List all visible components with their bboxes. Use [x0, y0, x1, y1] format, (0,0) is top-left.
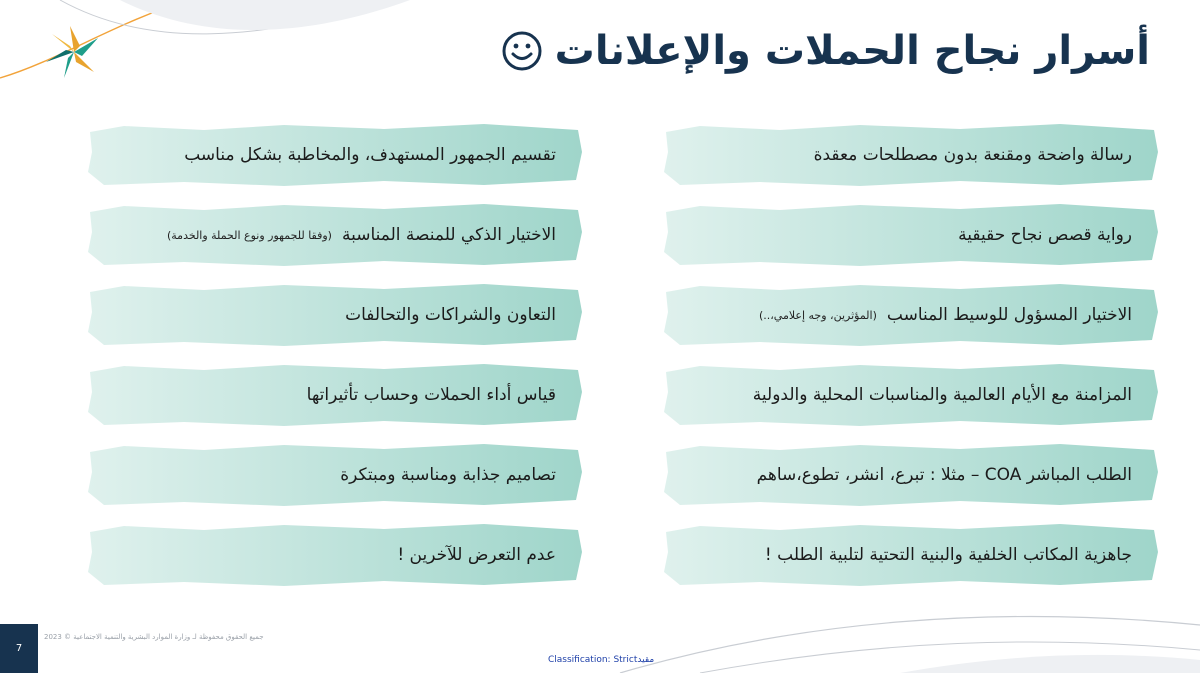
item-text: رسالة واضحة ومقنعة بدون مصطلحات معقدة [813, 145, 1132, 165]
page-number: 7 [0, 624, 38, 673]
list-item [84, 202, 584, 268]
list-item [84, 122, 584, 188]
classification-label: Classification: Strictمقيد [548, 655, 655, 665]
list-item [84, 362, 584, 428]
item-text: الطلب المباشر COA – مثلا : تبرع، انشر، تطوع،ساهم [756, 465, 1132, 485]
list-item [84, 522, 584, 588]
page-title [501, 28, 1150, 74]
copyright-text: جميع الحقوق محفوظة لـ وزارة الموارد البشرية والتنمية الاجتماعية © 2023 [44, 633, 264, 641]
smiley-face-icon [501, 30, 543, 72]
item-text: قياس أداء الحملات وحساب تأثيراتها [306, 385, 556, 405]
list-item [84, 442, 584, 508]
list-item [84, 282, 584, 348]
item-text: تقسيم الجمهور المستهدف، والمخاطبة بشكل مناسب [184, 145, 556, 165]
title-text: أسرار نجاح الحملات والإعلانات [554, 28, 1150, 74]
item-text: تصاميم جذابة ومناسبة ومبتكرة [340, 465, 556, 485]
list-item [660, 442, 1160, 508]
ministry-logo-icon [36, 18, 112, 82]
list-item [660, 202, 1160, 268]
item-text: الاختيار المسؤول للوسيط المناسب (المؤثرين، وجه إعلامي،..) [758, 305, 1132, 325]
item-text: التعاون والشراكات والتحالفات [345, 305, 556, 325]
item-text: المزامنة مع الأيام العالمية والمناسبات المحلية والدولية [752, 385, 1132, 405]
item-text: جاهزية المكاتب الخلفية والبنية التحتية لتلبية الطلب ! [764, 545, 1132, 565]
list-item [660, 122, 1160, 188]
item-text: الاختيار الذكي للمنصة المناسبة (وفقا للجمهور ونوع الحملة والخدمة) [166, 225, 556, 245]
list-item [660, 282, 1160, 348]
item-text: عدم التعرض للآخرين ! [397, 545, 556, 565]
list-item [660, 522, 1160, 588]
list-item [660, 362, 1160, 428]
item-text: رواية قصص نجاح حقيقية [958, 225, 1132, 245]
